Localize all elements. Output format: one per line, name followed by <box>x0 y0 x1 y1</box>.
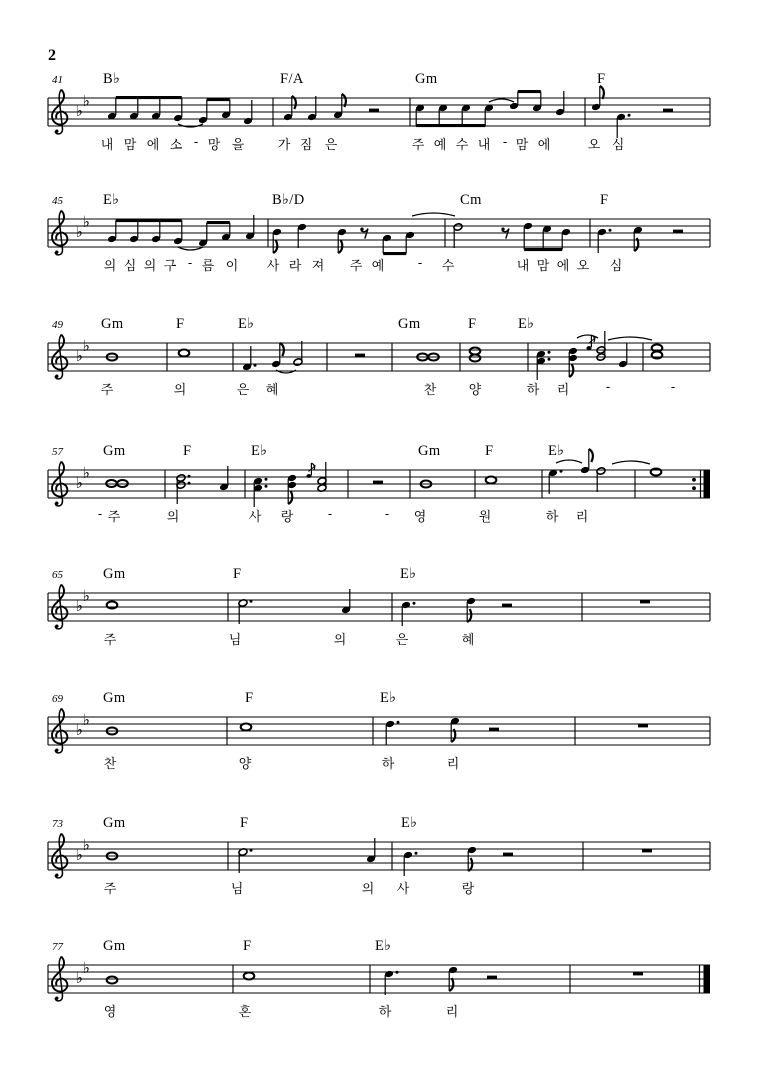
whole-rest <box>638 724 648 727</box>
lyric-syllable: 오 <box>576 258 590 273</box>
lyric-syllable: 하 <box>381 756 395 771</box>
chord-symbol: F <box>600 192 609 208</box>
measure-number: 69 <box>52 693 63 705</box>
chord-symbol: Gm <box>103 566 126 582</box>
svg-text:♭: ♭ <box>82 463 90 482</box>
lyric-syllable: - <box>670 379 676 394</box>
half-rest <box>355 354 365 357</box>
svg-text:♭: ♭ <box>75 474 83 493</box>
staff-system-svg <box>48 585 710 629</box>
lyric-syllable: 양 <box>468 382 482 397</box>
lyric-syllable: 의 <box>166 509 180 524</box>
staff-system-svg <box>48 449 710 507</box>
svg-text:♭: ♭ <box>82 336 90 355</box>
tie-slur <box>556 460 582 463</box>
svg-text:♭: ♭ <box>75 969 83 988</box>
half-rest <box>487 976 497 979</box>
chord-symbol: F <box>468 316 477 332</box>
lyric-syllable: 혼 <box>238 1004 252 1019</box>
measure-number: 77 <box>52 941 63 953</box>
lyric-syllable: 하 <box>545 509 559 524</box>
lyric-syllable: 의 <box>103 258 117 273</box>
chord-symbol: F <box>485 443 494 459</box>
chord-symbol: E♭ <box>251 443 268 459</box>
lyric-syllable: 구 <box>163 258 177 273</box>
staff-system-svg <box>48 211 710 256</box>
key-signature <box>76 587 90 615</box>
staff-system-svg <box>48 957 710 1001</box>
lyric-syllable: 맘 <box>515 137 529 152</box>
lyric-syllable: 주 <box>411 137 425 152</box>
svg-text:♭: ♭ <box>82 835 90 854</box>
half-rest <box>503 853 513 856</box>
staff-system-svg <box>48 709 710 753</box>
lyric-syllable: 영 <box>413 509 427 524</box>
lyric-syllable: - <box>502 134 508 149</box>
lyric-syllable: 내 <box>477 137 491 152</box>
key-signature <box>76 464 90 492</box>
measure-number: 41 <box>52 74 63 86</box>
eighth-rest <box>360 228 363 231</box>
lyric-syllable: 찬 <box>423 382 437 397</box>
lyric-syllable: 혜 <box>265 382 279 397</box>
lyric-syllable: 영 <box>103 1004 117 1019</box>
lyric-syllable: 에 <box>537 137 551 152</box>
lyric-syllable: 사 <box>248 509 262 524</box>
eighth-rest <box>501 228 504 231</box>
lyric-syllable: - <box>193 134 199 149</box>
chord-symbol: E♭ <box>238 316 255 332</box>
lyric-syllable: 수 <box>455 137 469 152</box>
lyric-syllable: 사 <box>266 258 280 273</box>
lyric-syllable: 혜 <box>461 632 475 647</box>
chord-symbol: E♭ <box>548 443 565 459</box>
staff-system-svg <box>48 86 710 138</box>
lyric-syllable: 양 <box>238 756 252 771</box>
lyric-syllable: 맘 <box>123 137 137 152</box>
lyric-syllable: 리 <box>556 382 570 397</box>
key-signature <box>76 92 90 120</box>
measure-number: 57 <box>52 446 63 458</box>
tie-slur <box>612 461 650 464</box>
lyric-syllable: 져 <box>311 258 325 273</box>
lyric-syllable: - <box>327 506 333 521</box>
measure-number: 65 <box>52 569 63 581</box>
half-rest <box>369 109 379 112</box>
chord-symbol: E♭ <box>380 690 397 706</box>
lyric-syllable: 라 <box>288 258 302 273</box>
lyric-syllable: 내 <box>100 137 114 152</box>
chord-symbol: E♭ <box>401 815 418 831</box>
chord-symbol: F <box>243 938 252 954</box>
staff-system-svg <box>48 834 710 878</box>
key-signature <box>76 337 90 365</box>
svg-text:♭: ♭ <box>82 710 90 729</box>
lyric-syllable: 의 <box>173 382 187 397</box>
lyric-syllable: 하 <box>526 382 540 397</box>
key-signature <box>76 213 90 241</box>
svg-text:♭: ♭ <box>75 347 83 366</box>
lyric-syllable: 주 <box>349 258 363 273</box>
lyric-syllable: 심 <box>123 258 137 273</box>
svg-text:♭: ♭ <box>75 597 83 616</box>
svg-text:♭: ♭ <box>75 102 83 121</box>
chord-symbol: Cm <box>460 192 482 208</box>
svg-text:♭: ♭ <box>82 586 90 605</box>
lyric-syllable: 은 <box>395 632 409 647</box>
measure-number: 45 <box>52 195 63 207</box>
chord-symbol: Gm <box>415 71 438 87</box>
lyric-syllable: 의 <box>143 258 157 273</box>
chord-symbol: Gm <box>103 443 126 459</box>
lyric-syllable: 내 <box>516 258 530 273</box>
half-rest <box>502 604 512 607</box>
chord-symbol: E♭ <box>103 192 120 208</box>
lyric-syllable: 름 <box>201 258 215 273</box>
lyric-syllable: 랑 <box>461 881 475 896</box>
chord-symbol: Gm <box>101 316 124 332</box>
lyric-syllable: 짐 <box>299 137 313 152</box>
key-signature <box>76 711 90 739</box>
key-signature <box>76 836 90 864</box>
chord-symbol: Gm <box>398 316 421 332</box>
lyric-syllable: 은 <box>236 382 250 397</box>
chord-symbol: F/A <box>280 71 304 87</box>
chord-symbol: Gm <box>103 690 126 706</box>
chord-symbol: B♭ <box>103 71 121 87</box>
lyric-syllable: 망 <box>207 137 221 152</box>
lyric-syllable: 은 <box>324 137 338 152</box>
chord-symbol: E♭ <box>518 316 535 332</box>
measure-number: 73 <box>52 818 63 830</box>
lyric-syllable: - <box>187 255 193 270</box>
svg-text:♭: ♭ <box>82 91 90 110</box>
lyric-syllable: 랑 <box>280 509 294 524</box>
svg-text:♭: ♭ <box>82 212 90 231</box>
lyric-syllable: 주 <box>103 632 117 647</box>
lyric-syllable: 의 <box>361 881 375 896</box>
svg-text:♭: ♭ <box>75 223 83 242</box>
lyric-syllable: 사 <box>396 881 410 896</box>
measure-number: 49 <box>52 319 63 331</box>
lyric-syllable: 리 <box>575 509 589 524</box>
lyric-syllable: 원 <box>478 509 492 524</box>
lyric-syllable: 님 <box>230 881 244 896</box>
chord-symbol: F <box>245 690 254 706</box>
chord-symbol: F <box>176 316 185 332</box>
lyric-syllable: 리 <box>446 756 460 771</box>
svg-text:♭: ♭ <box>82 958 90 977</box>
whole-rest <box>633 972 643 975</box>
lyric-syllable: 의 <box>333 632 347 647</box>
page-number: 2 <box>48 47 56 64</box>
svg-text:♭: ♭ <box>75 721 83 740</box>
lyric-syllable: 수 <box>441 258 455 273</box>
lyric-syllable: 맘 <box>536 258 550 273</box>
lyric-syllable: 님 <box>228 632 242 647</box>
tie-slur <box>608 337 652 340</box>
half-rest <box>489 728 499 731</box>
chord-symbol: F <box>240 815 249 831</box>
lyric-syllable: 가 <box>277 137 291 152</box>
lyric-syllable: - <box>97 506 103 521</box>
tie-slur <box>412 213 455 216</box>
lyric-syllable: 심 <box>611 137 625 152</box>
lyric-syllable: 주 <box>100 382 114 397</box>
chord-symbol: Gm <box>103 815 126 831</box>
half-rest <box>663 109 673 112</box>
lyric-syllable: - <box>417 255 423 270</box>
lyric-syllable: 에 <box>146 137 160 152</box>
chord-symbol: Gm <box>103 938 126 954</box>
lyric-syllable: - <box>384 506 390 521</box>
lyric-syllable: 리 <box>445 1004 459 1019</box>
lyric-syllable: 이 <box>225 258 239 273</box>
lyric-syllable: 예 <box>433 137 447 152</box>
half-rest <box>673 230 683 233</box>
chord-symbol: Gm <box>418 443 441 459</box>
lyric-syllable: 하 <box>378 1004 392 1019</box>
lyric-syllable: 을 <box>231 137 245 152</box>
chord-symbol: E♭ <box>400 566 417 582</box>
lyric-syllable: 오 <box>587 137 601 152</box>
lyric-syllable: 심 <box>609 258 623 273</box>
staff-system-svg <box>48 331 710 380</box>
key-signature <box>76 959 90 987</box>
notes <box>107 966 643 995</box>
chord-symbol: F <box>233 566 242 582</box>
lyric-syllable: 예 <box>371 258 385 273</box>
whole-rest <box>642 849 652 852</box>
lyric-syllable: - <box>605 379 611 394</box>
svg-text:♭: ♭ <box>75 846 83 865</box>
lyric-syllable: 에 <box>556 258 570 273</box>
lyric-syllable: 소 <box>169 137 183 152</box>
lyric-syllable: 주 <box>107 509 121 524</box>
lyric-syllable: 주 <box>103 881 117 896</box>
chord-symbol: E♭ <box>375 938 392 954</box>
lyric-syllable: 찬 <box>103 756 117 771</box>
whole-rest <box>640 600 650 603</box>
chord-symbol: F <box>597 71 606 87</box>
tie-slur <box>489 99 514 102</box>
notes <box>107 331 663 380</box>
chord-symbol: F <box>183 443 192 459</box>
half-rest <box>373 481 383 484</box>
chord-symbol: B♭/D <box>272 192 305 208</box>
